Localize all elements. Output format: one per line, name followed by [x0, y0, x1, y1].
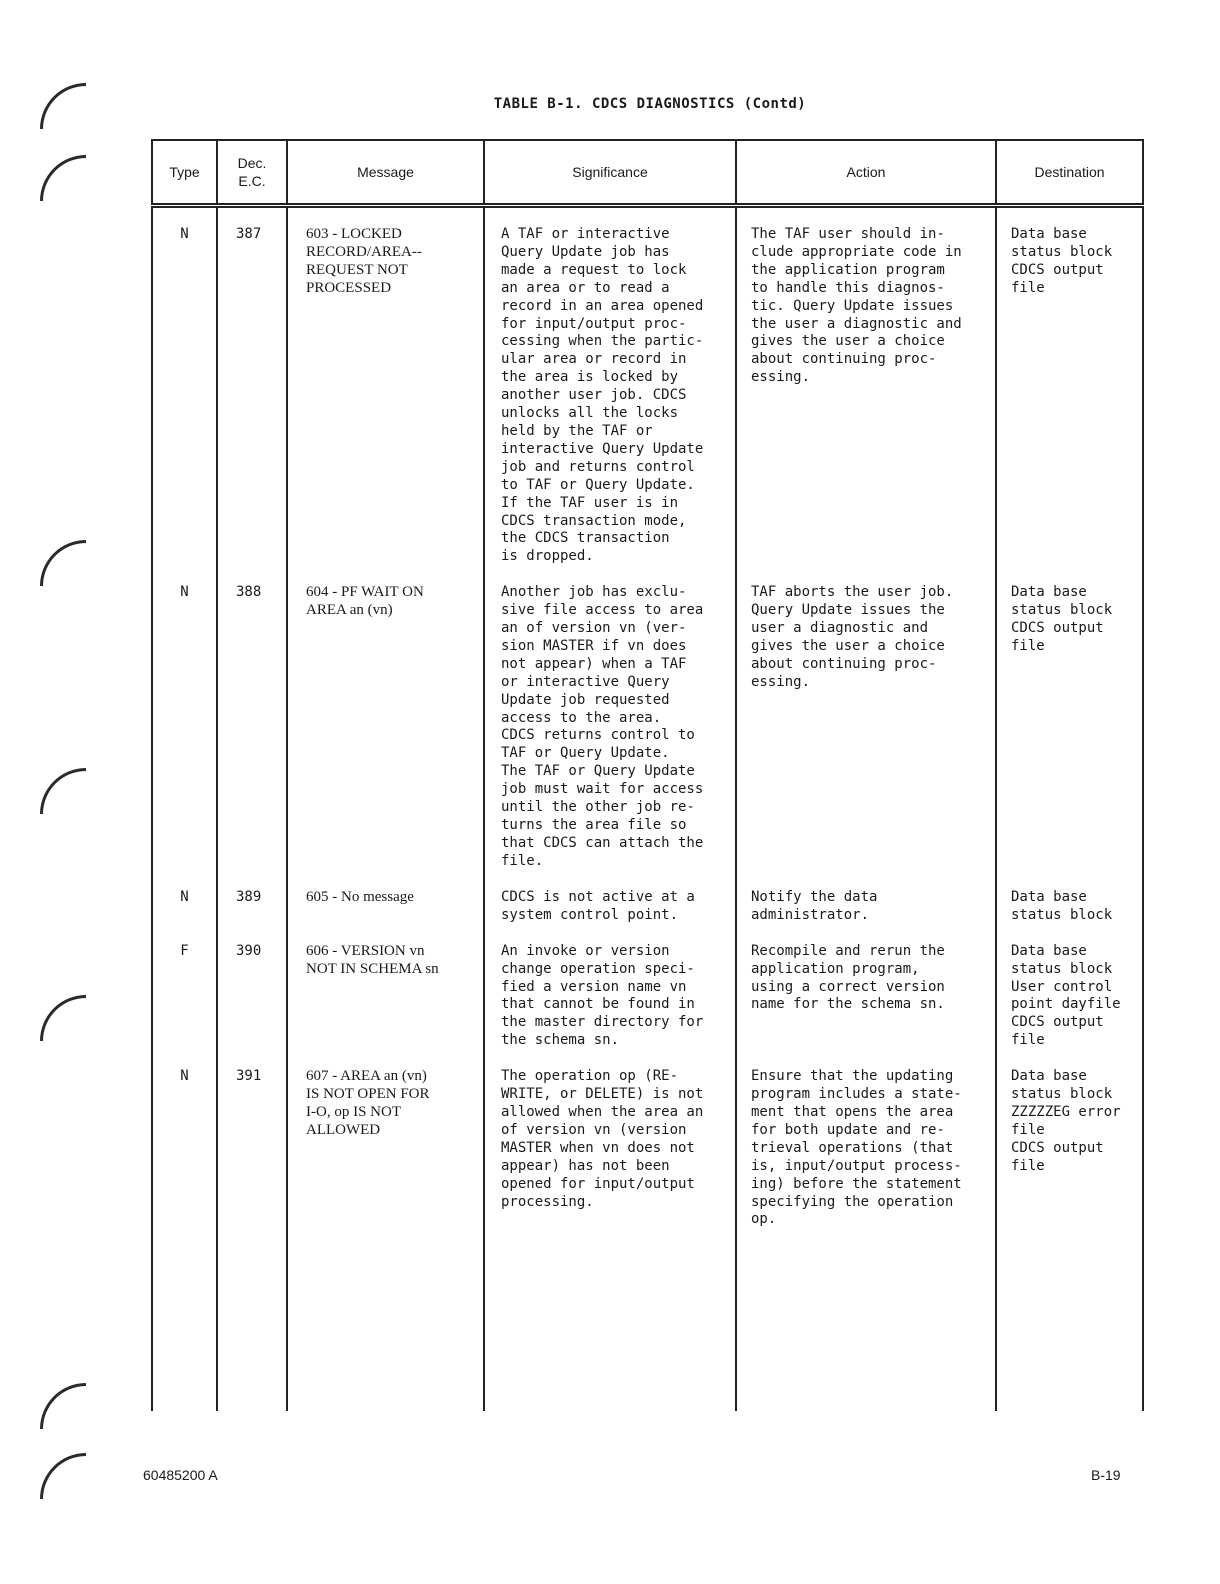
cell-message: 607 - AREA an (vn) IS NOT OPEN FOR I-O, op IS NOT ALLOWED [287, 1050, 484, 1229]
diagnostics-table [151, 139, 1144, 1411]
filler-cell [996, 1229, 1143, 1411]
cell-message: 603 - LOCKED RECORD/AREA-- REQUEST NOT PROCESSED [287, 206, 484, 567]
cell-type: N [152, 566, 217, 871]
cell-ec: 391 [217, 1050, 287, 1229]
column-header-significance: Significance [484, 140, 736, 206]
table-row [152, 871, 1143, 925]
binder-hole-7 [40, 1453, 86, 1499]
table-filler-row [152, 1229, 1143, 1411]
cell-destination: Data base status block CDCS output file [996, 206, 1143, 567]
cell-message: 606 - VERSION vn NOT IN SCHEMA sn [287, 925, 484, 1050]
column-header-ec: Dec. E.C. [217, 140, 287, 206]
cell-action: Recompile and rerun the application program, using a correct version name for the schema sn. [736, 925, 996, 1050]
cell-action: The TAF user should in- clude appropriate code in the application program to handle this diagnos- tic. Query Update issues the user a diagnostic and gives the user a choice about continuing proc- essing. [736, 206, 996, 567]
cell-significance: An invoke or version change operation speci- fied a version name vn that cannot be found in the master directory for the schema sn. [484, 925, 736, 1050]
cell-type: N [152, 871, 217, 925]
cell-destination: Data base status block ZZZZZEG error file CDCS output file [996, 1050, 1143, 1229]
cell-ec: 389 [217, 871, 287, 925]
column-header-message: Message [287, 140, 484, 206]
cell-type: F [152, 925, 217, 1050]
column-header-type: Type [152, 140, 217, 206]
table-row [152, 925, 1143, 1050]
cell-ec: 388 [217, 566, 287, 871]
column-header-action: Action [736, 140, 996, 206]
filler-cell [152, 1229, 217, 1411]
binder-hole-5 [40, 995, 86, 1041]
table-row [152, 1050, 1143, 1229]
cell-destination: Data base status block User control point dayfile CDCS output file [996, 925, 1143, 1050]
page-number: B-19 [1091, 1467, 1121, 1483]
cell-type: N [152, 206, 217, 567]
binder-hole-2 [40, 155, 86, 201]
table-title: TABLE B-1. CDCS DIAGNOSTICS (Contd) [493, 96, 807, 112]
cell-ec: 390 [217, 925, 287, 1050]
column-header-destination: Destination [996, 140, 1143, 206]
binder-hole-3 [40, 540, 86, 586]
cell-destination: Data base status block CDCS output file [996, 566, 1143, 871]
cell-type: N [152, 1050, 217, 1229]
cell-action: TAF aborts the user job. Query Update issues the user a diagnostic and gives the user a choice about continuing proc- essing. [736, 566, 996, 871]
table-row [152, 566, 1143, 871]
document-number: 60485200 A [143, 1467, 218, 1483]
cell-message: 605 - No message [287, 871, 484, 925]
filler-cell [287, 1229, 484, 1411]
cell-significance: A TAF or interactive Query Update job has made a request to lock an area or to read a record in an area opened for input/output proc- cessing when the partic- ular area or record in the area is locked by another user job. CDCS unlocks all the locks held by the TAF or interactive Query Update job and returns control to TAF or Query Update. If the TAF user is in CDCS transaction mode, the CDCS transaction is dropped. [484, 206, 736, 567]
table-header-row [152, 140, 1143, 206]
cell-message: 604 - PF WAIT ON AREA an (vn) [287, 566, 484, 871]
cell-action: Notify the data administrator. [736, 871, 996, 925]
cell-action: Ensure that the updating program includes a state- ment that opens the area for both update and re- trieval operations (that is, input/output process- ing) before the statement specifying the operation op. [736, 1050, 996, 1229]
binder-hole-4 [40, 768, 86, 814]
cell-significance: The operation op (RE- WRITE, or DELETE) is not allowed when the area an of version vn (version MASTER when vn does not appear) has not been opened for input/output processing. [484, 1050, 736, 1229]
cell-significance: CDCS is not active at a system control point. [484, 871, 736, 925]
cell-ec: 387 [217, 206, 287, 567]
cell-significance: Another job has exclu- sive file access to area an of version vn (ver- sion MASTER if vn does not appear) when a TAF or interactive Query Update job requested access to the area. CDCS returns control to TAF or Query Update. The TAF or Query Update job must wait for access until the other job re- turns the area file so that CDCS can attach the file. [484, 566, 736, 871]
binder-hole-6 [40, 1383, 86, 1429]
filler-cell [736, 1229, 996, 1411]
filler-cell [484, 1229, 736, 1411]
cell-destination: Data base status block [996, 871, 1143, 925]
filler-cell [217, 1229, 287, 1411]
table-row [152, 206, 1143, 567]
